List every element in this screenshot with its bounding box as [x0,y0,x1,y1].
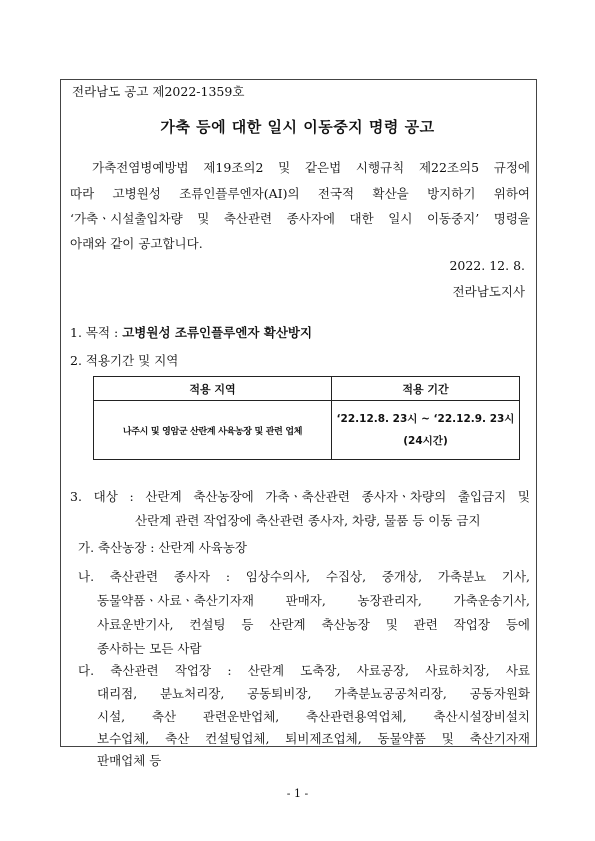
sub-item-da: 시설, 축산 관련운반업체, 축산관련용역업체, 축산시설장비설치 [97,709,530,724]
table-header: 적용 지역 [94,377,332,401]
purpose-label: 1. 목적 : [70,325,119,340]
period-duration: (24시간) [403,435,448,447]
region-cell: 나주시 및 영암군 산란계 사육농장 및 관련 업체 [94,401,332,460]
notice-date: 2022. 12. 8. [449,258,525,273]
scope-table [93,376,520,460]
purpose-item [70,323,312,341]
intro-line: 따라 고병원성 조류인플루엔자(AI)의 전국적 확산을 방지하기 위하여 [70,186,530,201]
scope-heading: 2. 적용기간 및 지역 [70,353,179,368]
page-number: - 1 - [286,787,309,800]
intro-line: 가축전염병예방법 제19조의2 및 같은법 시행규칙 제22조의5 규정에 [92,160,530,175]
sub-item-ga: 가. 축산농장 : 산란계 사육농장 [78,540,247,555]
table-row [94,401,520,460]
sub-item-da: 판매업체 등 [97,753,162,768]
doc-number: 전라남도 공고 제2022-1359호 [72,84,245,99]
sub-item-da: 다. 축산관련 작업장 : 산란계 도축장, 사료공장, 사료하치장, 사료 [78,663,530,678]
sub-item-na: 사료운반기사, 컨설팅 등 산란계 축산농장 및 관련 작업장 등에 [97,617,530,632]
sub-item-na: 나. 축산관련 종사자 : 임상수의사, 수집상, 중개상, 가축분뇨 기사, [78,569,530,584]
purpose-value: 고병원성 조류인플루엔자 확산방지 [122,325,313,340]
period-cell [332,401,520,460]
sub-item-da: 대리점, 분뇨처리장, 공동퇴비장, 가축분뇨공공처리장, 공동자원화 [97,686,530,701]
target-line: 3. 대상 : 산란계 축산농장에 가축ㆍ축산관련 종사자ㆍ차량의 출입금지 및 [70,489,530,504]
sub-item-na: 종사하는 모든 사람 [97,641,202,656]
sub-item-da: 보수업체, 축산 컨설팅업체, 퇴비제조업체, 동물약품 및 축산기자재 [97,731,530,746]
notice-title: 가축 등에 대한 일시 이동중지 명령 공고 [160,118,435,136]
intro-line: 아래와 같이 공고합니다. [70,236,203,251]
table-header-row [94,377,520,401]
period-text: ‘22.12.8. 23시 ~ ‘22.12.9. 23시 [336,413,515,425]
intro-line: ‘가축ㆍ시설출입차량 및 축산관련 종사자에 대한 일시 이동중지’ 명령을 [70,211,530,226]
issuer: 전라남도지사 [452,284,525,299]
table-header: 적용 기간 [332,377,520,401]
sub-item-na: 동물약품ㆍ사료ㆍ축산기자재 판매자, 농장관리자, 가축운송기사, [97,593,530,608]
target-line: 산란계 관련 작업장에 축산관련 종사자, 차량, 물품 등 이동 금지 [135,513,481,528]
